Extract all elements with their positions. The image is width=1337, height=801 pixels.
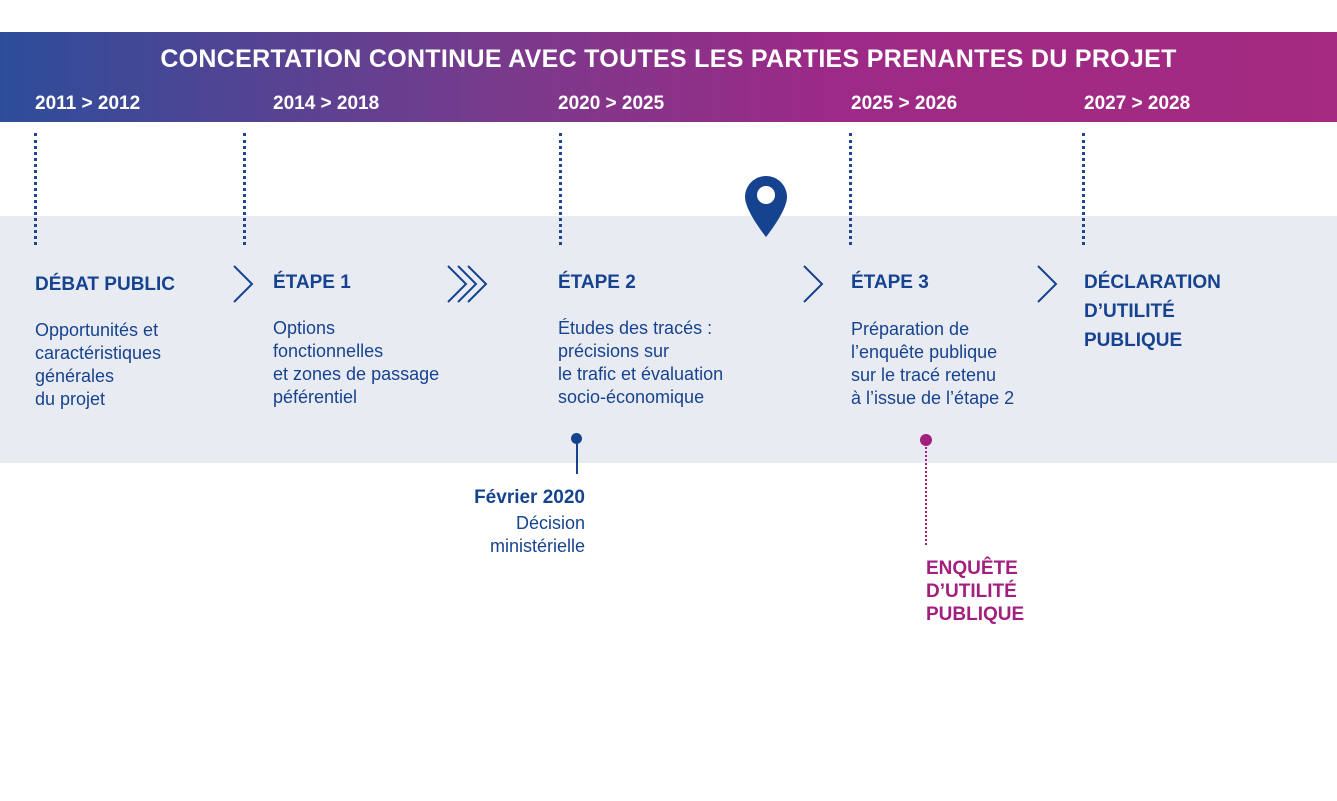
- stage-desc-debat-public: Opportunités et caractéristiques générales du projet: [35, 320, 162, 409]
- stage-title-debat-public: DÉBAT PUBLIC: [35, 274, 176, 295]
- chevron-right-icon: [801, 264, 827, 304]
- year-range-4: 2025 > 2026: [851, 93, 958, 114]
- connector-dots-5: [1082, 133, 1085, 245]
- year-range-2: 2014 > 2018: [273, 93, 380, 114]
- connector-dots-4: [849, 133, 852, 245]
- stage-title-etape-1: ÉTAPE 1: [273, 272, 351, 293]
- triple-chevron-icon: [446, 264, 490, 304]
- chevron-right-icon: [1035, 264, 1061, 304]
- year-range-3: 2020 > 2025: [558, 93, 665, 114]
- milestone-line-decision: [576, 443, 578, 474]
- milestone-label-enquete: ENQUÊTE D’UTILITÉ PUBLIQUE: [926, 558, 1025, 625]
- connector-dots-3: [559, 133, 562, 245]
- stage-desc-etape-3: Préparation de l’enquête publique sur le tracé retenu à l’issue de l’étape 2: [851, 319, 1015, 408]
- stage-title-declaration: DÉCLARATION D’UTILITÉ PUBLIQUE: [1084, 272, 1221, 351]
- stage-desc-etape-1: Options fonctionnelles et zones de passage péférentiel: [273, 318, 440, 407]
- stage-desc-etape-2: Études des tracés : précisions sur le trafic et évaluation socio-économique: [558, 318, 724, 407]
- header-banner: [0, 32, 1337, 122]
- year-range-5: 2027 > 2028: [1084, 93, 1191, 114]
- stage-title-etape-2: ÉTAPE 2: [558, 272, 636, 293]
- chevron-right-icon: [231, 264, 257, 304]
- stage-title-etape-3: ÉTAPE 3: [851, 272, 929, 293]
- milestone-date: Février 2020: [474, 487, 585, 508]
- banner-title: CONCERTATION CONTINUE AVEC TOUTES LES PARTIES PRENANTES DU PROJET: [160, 45, 1177, 73]
- milestone-line-enquete: [925, 447, 927, 545]
- milestone-label-decision: Décision ministérielle: [489, 513, 585, 556]
- connector-dots-1: [34, 133, 37, 245]
- connector-dots-2: [243, 133, 246, 245]
- milestone-dot-enquete: [920, 434, 932, 446]
- year-range-1: 2011 > 2012: [35, 93, 141, 114]
- location-pin-icon: [745, 176, 787, 238]
